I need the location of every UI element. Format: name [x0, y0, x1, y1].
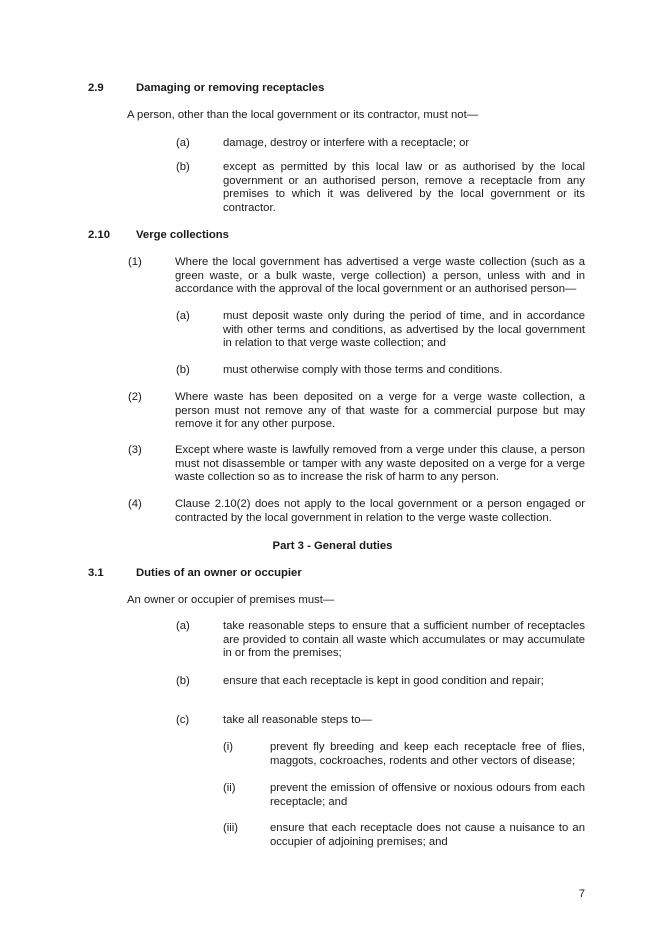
part-heading: Part 3 - General duties	[272, 540, 393, 552]
subitem-label: (iii)	[223, 822, 239, 834]
subclause-text: Clause 2.10(2) does not apply to the local government or a person engaged or contracted by the local government in relation to the verge waste collection.	[175, 498, 585, 524]
section-3-1-heading: Duties of an owner or occupier	[136, 567, 302, 579]
item-text: ensure that each receptacle is kept in good condition and repair;	[223, 675, 544, 687]
subclause-text: Where the local government has advertised a verge waste collection (such as a green waste, or a bulk waste, verge collection) a person, unless with and in accordance with the approval of the local government or an authorised person—	[175, 256, 585, 296]
section-2-10-number: 2.10	[88, 229, 110, 241]
item-label: (b)	[176, 161, 190, 173]
subitem-text: prevent fly breeding and keep each receptacle free of flies, maggots, cockroaches, rodents and other vectors of disease;	[270, 741, 585, 767]
section-3-1-number: 3.1	[88, 567, 104, 579]
subclause-label: (2)	[128, 391, 142, 403]
subitem-text: ensure that each receptacle does not cause a nuisance to an occupier of adjoining premises; and	[270, 822, 585, 848]
item-label: (c)	[176, 714, 190, 726]
section-2-9-number: 2.9	[88, 82, 104, 94]
item-label: (b)	[176, 364, 190, 376]
item-label: (b)	[176, 675, 190, 687]
item-label: (a)	[176, 310, 190, 322]
subclause-label: (4)	[128, 498, 142, 510]
item-text: damage, destroy or interfere with a receptacle; or	[223, 137, 470, 149]
section-3-1-intro: An owner or occupier of premises must—	[127, 594, 335, 606]
subitem-label: (i)	[223, 741, 234, 753]
item-label: (a)	[176, 137, 190, 149]
item-text: take all reasonable steps to—	[223, 714, 372, 726]
item-text: take reasonable steps to ensure that a sufficient number of receptacles are provided to contain all waste which accumulates or may accumulate in or from the premises;	[223, 620, 585, 660]
subclause-label: (1)	[128, 256, 142, 268]
item-text: must otherwise comply with those terms and conditions.	[223, 364, 503, 376]
subclause-text: Except where waste is lawfully removed from a verge under this clause, a person must not disassemble or tamper with any waste deposited on a verge for a verge waste collection so as to increase the risk of harm to any person.	[175, 444, 585, 484]
subitem-label: (ii)	[223, 782, 236, 794]
subclause-label: (3)	[128, 444, 142, 456]
section-2-9-heading: Damaging or removing receptacles	[136, 82, 325, 94]
page-number: 7	[578, 888, 585, 900]
subclause-text: Where waste has been deposited on a verge for a verge waste collection, a person must not remove any of that waste for a commercial purpose but may remove it for any other purpose.	[175, 391, 585, 431]
item-text: must deposit waste only during the period of time, and in accordance with other terms and conditions, as advertised by the local government in relation to that verge waste collection; and	[223, 310, 585, 350]
section-2-9-intro: A person, other than the local government or its contractor, must not—	[127, 109, 479, 121]
item-text: except as permitted by this local law or as authorised by the local government or an authorised person, remove a receptacle from any premises to which it was delivered by the local government or its contractor.	[223, 161, 585, 214]
subitem-text: prevent the emission of offensive or noxious odours from each receptacle; and	[270, 782, 585, 808]
item-label: (a)	[176, 620, 190, 632]
section-2-10-heading: Verge collections	[136, 229, 229, 241]
